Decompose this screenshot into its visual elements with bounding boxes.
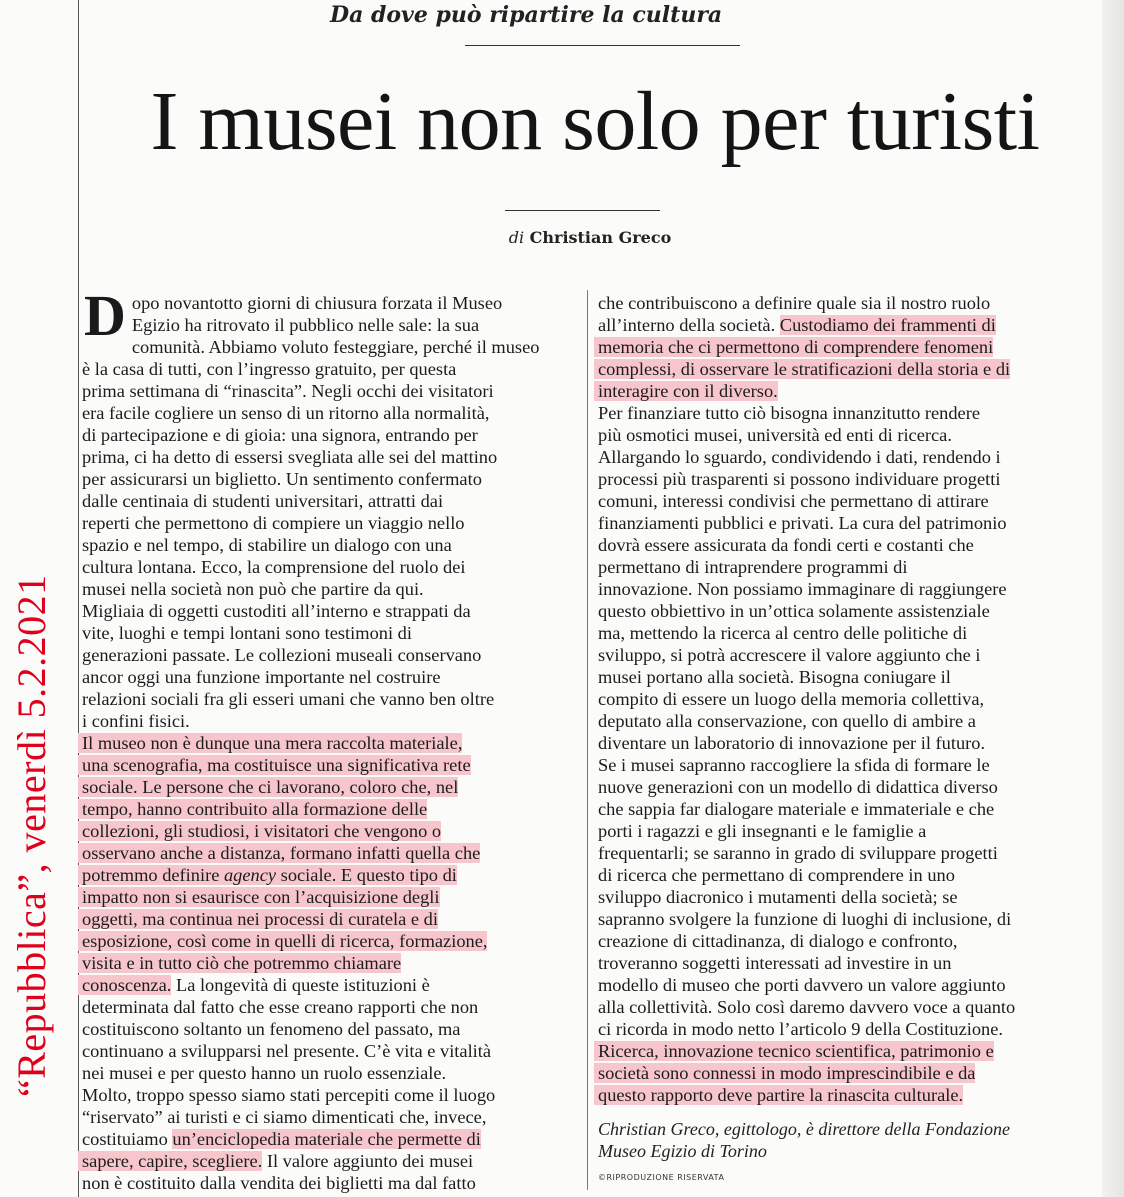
highlight: Ricerca, innovazione tecnico scientifica, patrimonio e <box>594 1041 994 1061</box>
highlight: Custodiamo dei frammenti di <box>779 315 996 335</box>
text-line: diventare un laboratorio di innovazione per il futuro. <box>598 733 986 753</box>
text-line-tail: La longevità di queste istituzioni è <box>171 975 430 995</box>
text-line: alla collettività. Solo così daremo davvero voce a quanto <box>598 997 1016 1017</box>
text-line: porti i ragazzi e gli insegnanti e le famiglie a <box>598 821 927 841</box>
text-line: compito di essere un luogo della memoria collettiva, <box>598 689 985 709</box>
text-line: deputato alla conservazione, con quello di ambire a <box>598 711 976 731</box>
highlight: collezioni, gli studiosi, i visitatori che vengono o <box>78 821 441 841</box>
text-line-highlighted <box>82 776 577 798</box>
text-line: troveranno soggetti interessati ad investire in un <box>598 953 952 973</box>
text-line-highlighted <box>82 864 577 886</box>
text-line-highlighted <box>598 380 1098 402</box>
article-column-right <box>598 292 1098 1106</box>
text-line: dalle centinaia di studenti universitari, attratti dai <box>82 491 444 511</box>
text-line: ma, mettendo la ricerca al centro delle politiche di <box>598 623 968 643</box>
text-line: sviluppo, si potrà accrescere il valore aggiunto che i <box>598 645 981 665</box>
text-line-highlighted <box>82 952 577 974</box>
highlight <box>78 865 457 885</box>
text-line: frequentarli; se saranno in grado di sviluppare progetti <box>598 843 998 863</box>
text-line: Molto, troppo spesso siamo stati percepiti come il luogo <box>82 1085 496 1105</box>
text-line: prima, ci ha detto di essersi svegliata alle sei del mattino <box>82 447 498 467</box>
text-line: musei nella società non può che partire da qui. <box>82 579 424 599</box>
highlight-text: potremmo definire <box>82 865 224 885</box>
adjacent-page-edge <box>1102 0 1124 1197</box>
text-line <box>598 314 1098 336</box>
headline-rule <box>505 210 660 211</box>
highlight: Il museo non è dunque una mera raccolta materiale, <box>78 733 462 753</box>
text-line <box>82 1128 577 1150</box>
headline: I musei non solo per turisti <box>150 75 1040 168</box>
text-line: musei portano alla società. Bisogna coniugare il <box>598 667 951 687</box>
highlight: oggetti, ma continua nei processi di curatela e di <box>78 909 438 929</box>
article-column-left <box>82 283 577 1194</box>
text-line-highlighted <box>82 732 577 754</box>
text-line: per assicurarsi un biglietto. Un sentimento confermato <box>82 469 482 489</box>
text-line: costituiscono soltanto un fenomeno del passato, ma <box>82 1019 461 1039</box>
text-line: relazioni sociali fra gli esseri umani che vanno ben oltre <box>82 689 495 709</box>
text-line-highlighted <box>598 358 1098 380</box>
column-divider-left <box>78 0 79 1197</box>
highlight: osservano anche a distanza, formano infatti quella che <box>78 843 480 863</box>
text-line-highlighted <box>598 1062 1098 1084</box>
emphasis-agency: agency <box>223 865 277 885</box>
text-line: nei musei e per questo hanno un ruolo essenziale. <box>82 1063 447 1083</box>
text-line: “riservato” ai turisti e ci siamo dimenticati che, invece, <box>82 1107 487 1127</box>
text-line-highlighted <box>598 1084 1098 1106</box>
text-line: Per finanziare tutto ciò bisogna innanzitutto rendere <box>598 403 980 423</box>
highlight: società sono connessi in modo imprescindibile e da <box>594 1063 975 1083</box>
text-line: Migliaia di oggetti custoditi all’interno e strappati da <box>82 601 471 621</box>
highlight: complessi, di osservare le stratificazioni della storia e di <box>594 359 1010 379</box>
text-line-highlighted <box>82 820 577 842</box>
text-line: Egizio ha ritrovato il pubblico nelle sale: la sua <box>131 315 480 335</box>
text-line: era facile cogliere un senso di un ritorno alla normalità, <box>82 403 490 423</box>
text-line: è la casa di tutti, con l’ingresso gratuito, per questa <box>82 359 457 379</box>
text-line: sviluppo diacronico i mutamenti della società; se <box>598 887 958 907</box>
highlight: memoria che ci permettono di comprendere fenomeni <box>594 337 993 357</box>
byline-prefix: di <box>508 228 525 247</box>
text-line: processi più trasparenti si possono individuare progetti <box>598 469 1001 489</box>
text-line: prima settimana di “rinascita”. Negli occhi dei visitatori <box>82 381 494 401</box>
highlight: questo rapporto deve partire la rinascita culturale. <box>594 1085 963 1105</box>
text-line-highlighted <box>598 336 1098 358</box>
text-line: creazione di cittadinanza, di dialogo e confronto, <box>598 931 958 951</box>
text-line: permettano di intraprendere programmi di <box>598 557 908 577</box>
text-line <box>82 1150 577 1172</box>
text-line: che sappia far dialogare materiale e immateriale e che <box>598 799 995 819</box>
text-line: comuni, interessi condivisi che permettano di attirare <box>598 491 989 511</box>
dropcap: D <box>84 283 126 348</box>
text-line <box>82 974 577 996</box>
text-line: innovazione. Non possiamo immaginare di raggiungere <box>598 579 1007 599</box>
author-signature <box>598 1118 1098 1162</box>
text-line: più osmotici musei, università ed enti di ricerca. <box>598 425 952 445</box>
text-line-highlighted <box>82 886 577 908</box>
text-line: dovrà essere assicurata da fondi certi e costanti che <box>598 535 974 555</box>
byline <box>390 228 790 247</box>
text-line: di ricerca che permettano di comprendere in uno <box>598 865 955 885</box>
text-line: vite, luoghi e tempi lontani sono testimoni di <box>82 623 412 643</box>
highlight: tempo, hanno contribuito alla formazione delle <box>78 799 427 819</box>
text-line: Allargando lo sguardo, condividendo i dati, rendendo i <box>598 447 1001 467</box>
text-line: ci ricorda in modo netto l’articolo 9 della Costituzione. <box>598 1019 1003 1039</box>
highlight: sapere, capire, scegliere. <box>78 1151 262 1171</box>
text-line: spazio e nel tempo, di stabilire un dialogo con una <box>82 535 452 555</box>
highlight-text: sociale. E questo tipo di <box>276 865 457 885</box>
text-line-highlighted <box>82 908 577 930</box>
highlight: un’enciclopedia materiale che permette di <box>172 1129 481 1149</box>
text-line: nuove generazioni con un modello di didattica diverso <box>598 777 998 797</box>
text-line: modello di museo che porti davvero un valore aggiunto <box>598 975 1006 995</box>
text-line-tail: Il valore aggiunto dei musei <box>262 1151 474 1171</box>
text-line: continuano a svilupparsi nel presente. C’è vita e vitalità <box>82 1041 492 1061</box>
text-line-head: costituiamo <box>82 1129 173 1149</box>
highlight: impatto non si esaurisce con l’acquisizione degli <box>78 887 440 907</box>
highlight: interagire con il diverso. <box>594 381 778 401</box>
text-line: generazioni passate. Le collezioni museali conservano <box>82 645 482 665</box>
highlight: conoscenza. <box>78 975 171 995</box>
copyright-notice: ©RIPRODUZIONE RISERVATA <box>598 1173 725 1182</box>
text-line: comunità. Abbiamo voluto festeggiare, perché il museo <box>131 337 540 357</box>
source-annotation: “Repubblica”, venerdì 5.2.2021 <box>9 574 54 1097</box>
byline-author: Christian Greco <box>529 228 672 247</box>
highlight: una scenografia, ma costituisce una significativa rete <box>78 755 471 775</box>
text-line: opo novantotto giorni di chiusura forzata il Museo <box>131 293 503 313</box>
text-line-highlighted <box>82 842 577 864</box>
text-line: determinata dal fatto che esse creano rapporti che non <box>82 997 479 1017</box>
kicker-rule <box>465 45 740 46</box>
text-line-highlighted <box>598 1040 1098 1062</box>
text-line: reperti che permettono di compiere un viaggio nello <box>82 513 465 533</box>
text-line: non è costituito dalla vendita dei biglietti ma dal fatto <box>82 1173 476 1193</box>
highlight: sociale. Le persone che ci lavorano, coloro che, nel <box>78 777 458 797</box>
text-line: ancor oggi una funzione importante nel costruire <box>82 667 441 687</box>
text-line: che contribuiscono a definire quale sia il nostro ruolo <box>598 293 991 313</box>
text-line: sapranno svolgere la funzione di luoghi di inclusione, di <box>598 909 1012 929</box>
text-line-head: all’interno della società. <box>598 315 780 335</box>
signature-line: Museo Egizio di Torino <box>598 1141 767 1161</box>
text-line: Se i musei sapranno raccogliere la sfida di formare le <box>598 755 990 775</box>
text-line: i confini fisici. <box>82 711 190 731</box>
text-line: di partecipazione e di gioia: una signora, entrando per <box>82 425 478 445</box>
signature-line: Christian Greco, egittologo, è direttore della Fondazione <box>598 1119 1010 1139</box>
text-line: cultura lontana. Ecco, la comprensione del ruolo dei <box>82 557 466 577</box>
text-line: questo obbiettivo in un’ottica solamente assistenziale <box>598 601 990 621</box>
highlight: visita e in tutto ciò che potremmo chiamare <box>78 953 401 973</box>
text-line-highlighted <box>82 754 577 776</box>
highlight: esposizione, così come in quelli di ricerca, formazione, <box>78 931 487 951</box>
kicker: Da dove può ripartire la cultura <box>330 2 723 28</box>
text-line-highlighted <box>82 930 577 952</box>
text-line-highlighted <box>82 798 577 820</box>
column-divider <box>587 290 588 1190</box>
text-line: finanziamenti pubblici e privati. La cura del patrimonio <box>598 513 1007 533</box>
